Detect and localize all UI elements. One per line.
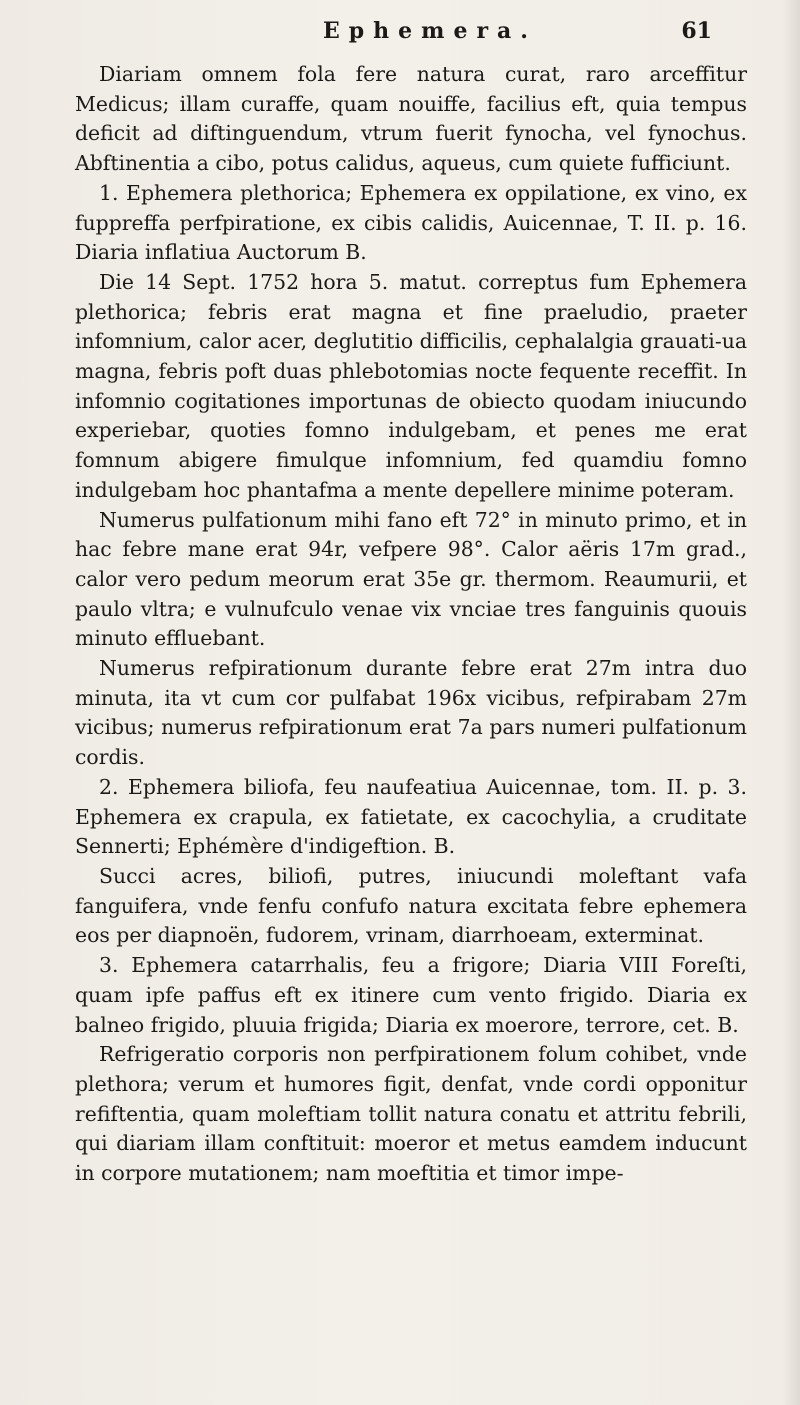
running-head: Ephemera. [323,18,537,44]
paragraph-ephemera-biliosa: 2. Ephemera biliofa, feu naufeatiua Auicennae, tom. II. p. 3. Ephemera ex crapula, ex fatietate, ex cacochylia, a cruditate Sennerti; Ephémère d'indigeftion. B. [75,774,747,859]
paragraph-respiration: Numerus refpirationum durante febre erat 27m intra duo minuta, ita vt cum cor pulfabat 196x vicibus, refpirabam 27m vicibus; numerus refpirationum erat 7a pars numeri pulfationum cordis. [75,656,747,770]
paragraph-pulse: Numerus pulfationum mihi fano eft 72° in minuto primo, et in hac febre mane erat 94r, vefpere 98°. Calor aëris 17m grad., calor vero pedum meorum erat 35e gr. thermom. Reaumurii, et paulo vltra; e vulnufculo venae vix vnciae tres fanguinis quouis minuto effluebant. [75,507,747,651]
paragraph-case-report: Die 14 Sept. 1752 hora 5. matut. correptus fum Ephemera plethorica; febris erat magna et fine praeludio, praeter infomnium, calor acer, deglutitio difficilis, cephalalgia grauati-ua magna, febris poft duas phlebotomias nocte fequente receffit. In infomnio cogitationes importunas de obiecto quodam iniucundo experiebar, quoties fomno indulgebam, et penes me erat fomnum abigere fimulque infomnium, fed quamdiu fomno indulgebam hoc phantafma a mente depellere minime poteram. [75,269,748,502]
body-text [75,60,747,1189]
paragraph-refrigeratio: Refrigeratio corporis non perfpirationem folum cohibet, vnde plethora; verum et humores figit, denfat, vnde cordi opponitur refiftentia, quam moleftiam tollit natura conatu et attritu febrili, qui diariam illam conftituit: moeror et metus eamdem inducunt in corpore mutationem; nam moeftitia et timor impe- [75,1042,747,1186]
page-number: 61 [681,18,712,44]
paragraph-ephemera-plethorica: 1. Ephemera plethorica; Ephemera ex oppilatione, ex vino, ex fuppreffa perfpiratione, ex cibis calidis, Auicennae, T. II. p. 16. Diaria inflatiua Auctorum B. [75,180,747,265]
paragraph-intro: Diariam omnem fola fere natura curat, raro arceffitur Medicus; illam curaffe, quam nouiffe, facilius eft, quia tempus deficit ad diftinguendum, vtrum fuerit fynocha, vel fynochus. Abftinentia a cibo, potus calidus, aqueus, cum quiete fufficiunt. [75,62,747,176]
paragraph-succi-acres: Succi acres, biliofi, putres, iniucundi moleftant vafa fanguifera, vnde fenfu confufo natura excitata febre ephemera eos per diapnoën, fudorem, vrinam, diarrhoeam, exterminat. [75,863,747,948]
page-header [0,18,800,58]
paragraph-ephemera-catarrhalis: 3. Ephemera catarrhalis, feu a frigore; Diaria VIII Foreſti, quam ipfe paffus eft ex itinere cum vento frigido. Diaria ex balneo frigido, pluuia frigida; Diaria ex moerore, terrore, cet. B. [75,953,747,1037]
